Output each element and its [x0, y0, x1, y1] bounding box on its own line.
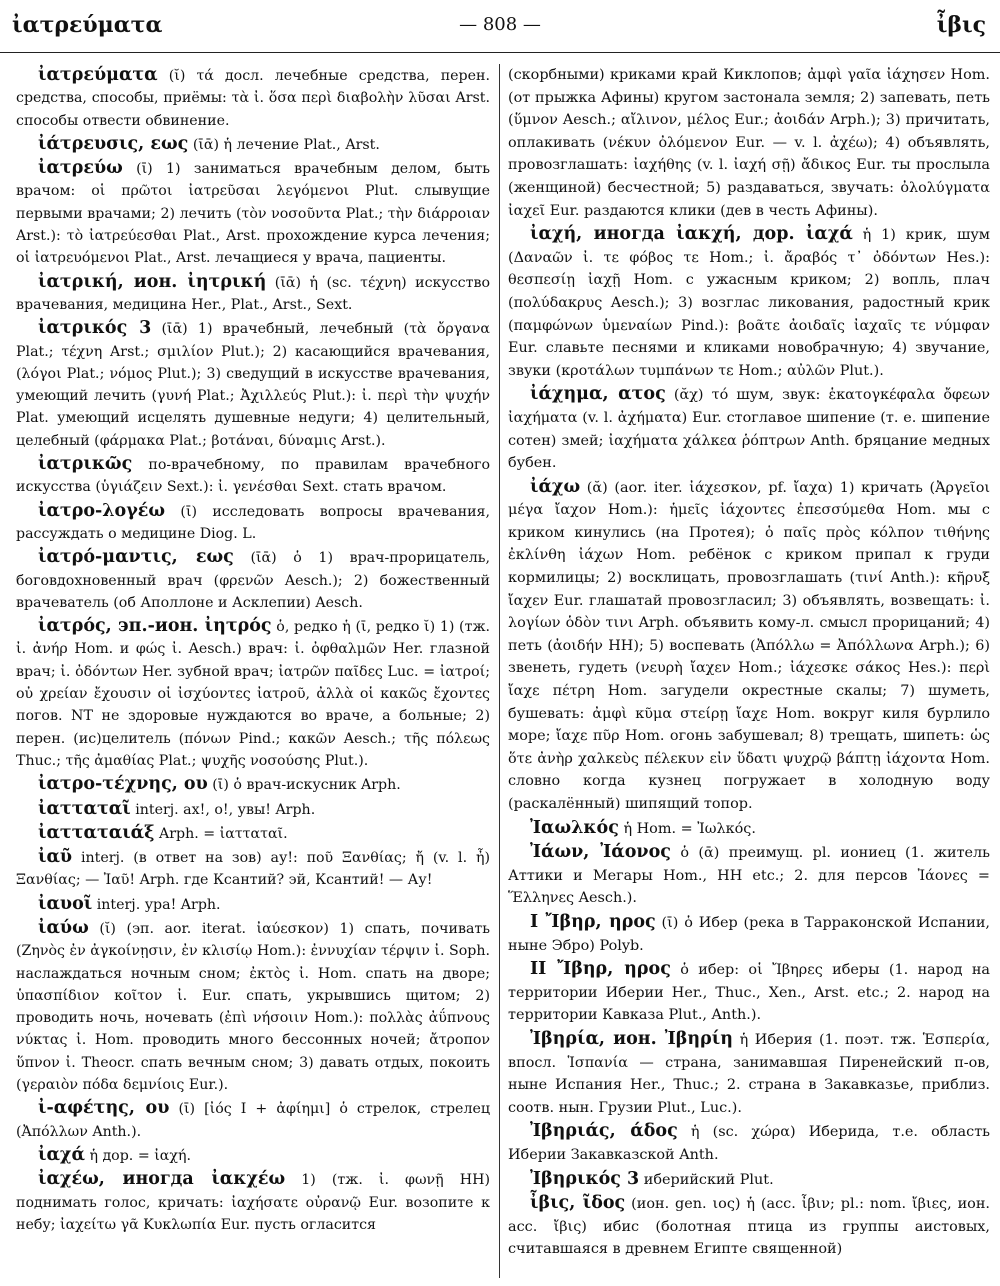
dictionary-entry	[16, 917, 490, 1096]
entry-headword: ἰαχέω, иногда ἰακχέω	[38, 1169, 286, 1190]
dictionary-entry	[508, 64, 990, 222]
entry-definition: Arph. = ἰατταταῖ.	[159, 825, 288, 842]
entry-headword: ἰατρο-λογέω	[38, 500, 166, 521]
dictionary-entry	[16, 500, 490, 546]
page-header	[0, 0, 1000, 53]
header-first-word: ἰατρεύματα	[12, 12, 163, 38]
entry-headword: ἰατρο-τέχνης, ου	[38, 774, 208, 795]
entry-definition: по-врачебному, по правилам врачебного искусства (ὑγιάζειν Sext.): ἰ. γενέσθαι Sext. стать врачом.	[16, 457, 490, 496]
entry-definition: (ион. gen. ιος) ἡ (acc. ἶβιν; pl.: nom. ἴβιες, ион. acc. ἴβις) ибис (болотная птица из группы аистовых, считавшаяся в древнем Египте священной)	[508, 1196, 990, 1258]
dictionary-entry	[16, 64, 490, 132]
dictionary-entry	[16, 615, 490, 772]
dictionary-entry	[16, 798, 490, 821]
entry-definition: (ῐ) τά досл. лечебные средства, перен. средства, способы, приёмы: τὰ ἰ. ὅσα περὶ διαβολὴν λῦσαι Arst. способы отвести обвинение.	[16, 68, 490, 129]
entry-headword: Ἰβηρία, ион. Ἰβηρίη	[530, 1028, 733, 1049]
dictionary-entry	[508, 958, 990, 1027]
dictionary-entry	[508, 1168, 990, 1192]
dictionary-entry	[508, 383, 990, 474]
right-column	[508, 64, 990, 1282]
entry-definition: (ῑ) исследовать вопросы врачевания, рассуждать о медицине Diog. L.	[16, 503, 490, 542]
entry-definition: ἡ (sc. χώρα) Иберида, т.е. область Иберии Закавказской Anth.	[508, 1124, 990, 1163]
entry-headword: ἰατρεύω	[38, 158, 123, 179]
entry-definition: ἡ 1) крик, шум (Δαναῶν ἰ. τε φόβος τε Hom.; ἰ. ἄραβός τ᾿ ὀδόντων Hes.): θεσπεσίῃ ἰαχῇ Hom. с ужасным криком; 2) вопль, плач (πολύδακρυς Aesch.); 3) возглас ликования, радостный крик (παμφώνων ὑμεναίων Pind.): βοᾶτε ἀοιδαῖς ἰαχαῖς τε νύμφαν Eur. славьте песнями и кликами новобрачную; 4) звучание, звуки (κροτάλων τυμπάνων τε Hom.; αὐλῶν Plut.).	[508, 227, 990, 379]
entry-headword: ἰατρός, эп.-ион. ἰητρός	[38, 616, 272, 637]
entry-definition: (ῐ) (эп. aor. iterat. ἰαύεσκον) 1) спать, почивать (Ζηνὸς ἐν ἀγκοίνῃσιν, ἐν κλισίῳ Hom.): ἐννυχίαν τέρψιν ἰ. Soph. наслаждаться ночным сном; ἐκτὸς ἰ. Hom. спать на дворе; ὑπασπίδιον κοῖτον ἰ. Eur. спать, укрывшись щитом; 2) проводить ночь, ночевать (ἐπὶ νήσοιιν Hom.): πολλὰς ἀΰπνους νύκτας ἰ. Hom. проводить много бессонных ночей; ἄτροπον ὕπνον ἰ. Theocr. спать вечным сном; 3) давать отдых, покоить (γεραιὸν πόδα δεμνίοις Eur.).	[16, 920, 490, 1094]
entry-definition: (ῑᾱ) ἡ лечение Plat., Arst.	[192, 136, 380, 153]
entry-headword: ἰάχημα, ατος	[530, 384, 666, 405]
entry-definition: interj. (в ответ на зов) ау!: ποῦ Ξανθίας; ἤ (v. l. ἦ) Ξανθίας; — Ἰαῦ! Arph. где Ксантий? эй, Ксантий! — Ау!	[16, 850, 490, 889]
entry-definition: ἡ Иберия (1. поэт. тж. Ἑσπερία, впосл. Ἱσπανία — страна, занимавшая Пиренейский п-ов, ныне Испания Her., Thuc.; 2. страна в Закавказье, приблиз. соотв. нын. Грузии Plut., Luc.).	[508, 1031, 990, 1116]
dictionary-entry	[16, 1168, 490, 1236]
entry-headword: Ἰβηριάς, άδος	[530, 1121, 678, 1142]
dictionary-entry	[508, 223, 990, 382]
dictionary-entry	[16, 317, 490, 452]
entry-headword: ἰαχά	[38, 1144, 85, 1165]
entry-headword: ἰαυοῖ	[38, 893, 93, 914]
entry-definition: (ῑ) 1) заниматься врачебным делом, быть врачом: οἱ πρῶτοι ἰατρεῦσαι λεγόμενοι Plut. слывущие первыми врачами; 2) лечить (τὸν νοσοῦντα Plat.; τὴν διάρροιαν Arst.): τὸ ἰατρεύεσθαι Plat., Arst. прохождение курса лечения; οἱ ἰατρευόμενοι Plat., Arst. лечащиеся у врача, пациенты.	[16, 161, 490, 267]
dictionary-entry	[508, 1120, 990, 1166]
dictionary-entry	[16, 453, 490, 499]
entry-headword: ἰατρεύματα	[38, 65, 158, 85]
entry-headword: ἰαῦ	[38, 847, 73, 868]
dictionary-entry	[16, 546, 490, 614]
entry-headword: ἰατρό-μαντις, εως	[38, 547, 234, 568]
dictionary-entry	[16, 773, 490, 796]
dictionary-entry	[508, 841, 990, 910]
dictionary-entry	[16, 133, 490, 156]
dictionary-entry	[508, 476, 990, 816]
entry-headword: ἰαχή, иногда ἰακχή, дор. ἰαχά	[530, 224, 853, 245]
entry-definition: ὁ ибер: οἱ Ἴβηρες иберы (1. народ на территории Иберии Her., Thuc., Xen., Arst. etc.; 2. народ на территории Кавказа Plut., Anth.).	[508, 962, 990, 1024]
entry-definition: (ῑ) ὁ врач-искусник Arph.	[212, 777, 401, 794]
dictionary-entry	[16, 271, 490, 317]
entry-definition: (ᾰ) (aor. iter. ἰάχεσκον, pf. ἴαχα) 1) кричать (Ἀργεῖοι μέγα ἴαχον Hom.): ἡμεῖς ἰάχοντες ἐπεσσύμεθα Hom. мы с криком кинулись (на Протея); ὁ παῖς πρὸς κόλπον τιθήνης ἐκλίνθη ἰάχων Hom. ребёнок с криком припал к груди кормилицы; 2) восклицать, провозглашать (τινί Anth.): κῆρυξ ἴαχεν Eur. глашатай провозгласил; 3) объявлять, возвещать: ἰ. λογίων ὁδὸν τινι Arph. объявить кому-л. смысл прорицаний; 4) петь (ἀοιδήν НН); 5) воспевать (Ἀπόλλω = Ἀπόλλωνα Arph.); 6) звенеть, гудеть (νευρὴ ἴαχεν Hom.; ἰάχεσκε σάκος Hes.): περὶ ἴαχε πέτρη Hom. загудели окрестные скалы; 7) шуметь, бушевать: ἀμφὶ κῦμα στείρῃ ἴαχε Hom. вокруг киля бурлило море; ἴαχε πῦρ Hom. огонь забушевал; 8) трещать, шипеть: ὡς ὅτε ἀνὴρ χαλκεὺς πέλεκυν εἰν ὕδατι ψυχρῷ βάπτῃ ἰάχοντα Hom. словно когда кузнец погружает в холодную воду (раскалённый) шипящий топор.	[508, 479, 990, 812]
dictionary-entry	[16, 822, 490, 845]
entry-headword: ἰατταταῖ	[38, 798, 131, 819]
entry-definition: ἡ дор. = ἰαχή.	[89, 1147, 191, 1164]
entry-definition: (ῑᾱ) ἡ (sc. τέχνη) искусство врачевания, медицина Her., Plat., Arst., Sext.	[16, 274, 490, 313]
entry-definition: ὁ, редко ἡ (ῑ, редко ῐ) 1) (тж. ἰ. ἀνήρ Hom. и φώς ἰ. Aesch.) врач: ἰ. ὀφθαλμῶν Her. глазной врач; ἰ. ὀδόντων Her. зубной врач; ἰατρῶν παῖδες Luc. = ἰατροί; οὐ χρείαν ἔχουσιν οἱ ἰσχύοντες ἰατροῦ, ἀλλὰ οἱ κακῶς ἔχοντες погов. NT не здоровые нуждаются во враче, а больные; 2) перен. (ис)целитель (πόνων Pind.; κακῶν Aesch.; τῆς πόλεως Thuc.; τῆς ἀμαθίας Plat.; ψυχῆς νοσούσης Plut.).	[16, 619, 490, 769]
entry-definition: interj. ура! Arph.	[96, 896, 221, 913]
dictionary-entry	[508, 1192, 990, 1261]
entry-headword: I Ἴβηρ, ηρος	[530, 911, 656, 932]
left-column	[16, 64, 490, 1282]
page-number: — 808 —	[459, 14, 541, 35]
header-last-word: ἶβις	[936, 12, 986, 38]
entry-definition: (скорбными) криками край Киклопов; ἀμφὶ γαῖα ἰάχησεν Hom. (от прыжка Афины) кругом застонала земля; 2) запевать, петь (ὕμνον Aesch.; αἴλινον, μέλος Eur.; ἀοιδάν Arph.); 3) причитать, оплакивать (νέκυν ὀλόμενον Eur. — v. l. ἀχέω); 4) объявлять, провозглашать: ἰαχήθης (v. l. ἰαχή σῇ) ἄδικος Eur. ты прослыла (женщиной) бесчестной; 5) раздаваться, звучать: ὀλολύγματα ἰαχεῖ Eur. раздаются клики (дев в честь Афины).	[508, 67, 990, 219]
entry-headword: ἶβις, ῖδος	[530, 1193, 626, 1214]
dictionary-entry	[508, 911, 990, 957]
entry-headword: ἰατρική, ион. ἰητρική	[38, 271, 267, 292]
entry-headword: II Ἴβηρ, ηρος	[530, 959, 671, 980]
entry-definition: (ᾰχ) τό шум, звук: ἑκατογκέφαλα ὄφεων ἰαχήματα (v. l. ἀχήματα) Eur. стоглавое шипение (т. е. шипение сотен) змей; ἰαχήματα χάλκεα ῥόπτρων Anth. бряцание медных бубен.	[508, 387, 990, 472]
entry-definition: ἡ Hom. = Ἰωλκός.	[623, 820, 756, 837]
dictionary-entry	[16, 157, 490, 269]
entry-headword: ἰατρικός 3	[38, 318, 152, 339]
entry-headword: ἰάτρευσις, εως	[38, 133, 189, 154]
entry-definition: (ῑᾱ) ὁ 1) врач-прорицатель, боговдохновенный врач (φρενῶν Aesch.); 2) божественный врачеватель (об Аполлоне и Асклепии) Aesch.	[16, 550, 490, 611]
entry-definition: ὁ (ᾱ) преимущ. pl. иониец (1. житель Аттики и Мегары Hom., НН etc.; 2. для персов Ἰάονες = Ἕλληνες Aesch.).	[508, 845, 990, 907]
entry-definition: (ῑ) [ἰός I + ἀφίημι] ὁ стрелок, стрелец (Ἀπόλλων Anth.).	[16, 1101, 490, 1140]
dictionary-entry	[16, 1144, 490, 1167]
dictionary-entry	[16, 846, 490, 892]
entry-definition: interj. ах!, о!, увы! Arph.	[135, 801, 316, 818]
entry-headword: ἰάχω	[530, 476, 581, 497]
entry-headword: ἰαύω	[38, 917, 89, 938]
entry-definition: 1) (тж. ἰ. φωνῇ НН) поднимать голос, кричать: ἰαχήσατε οὐρανῷ Eur. возопите к небу; ἰαχείτω γᾶ Κυκλωπία Eur. пусть огласится	[16, 1172, 490, 1233]
entry-definition: (ῑᾱ) 1) врачебный, лечебный (τὰ ὄργανα Plat.; τέχνη Arst.; σμιλίον Plut.); 2) касающийся врачевания, (λόγοι Plat.; νόμος Plut.); 3) сведущий в искусстве врачевания, умеющий лечить (γυνή Plat.; Ἀχιλλεύς Plut.): ἰ. περὶ τὴν ψυχήν Plat. умеющий исцелять душевные недуги; 4) целительный, целебный (φάρμακα Plat.; βοτάναι, δύναμις Arst.).	[16, 321, 490, 449]
entry-headword: Ἰάων, Ἰάονος	[530, 842, 671, 863]
entry-headword: Ἰαωλκός	[530, 817, 619, 838]
entry-headword: ἰατρικῶς	[38, 454, 133, 475]
column-divider	[499, 64, 500, 1278]
entry-headword: ἰατταταιάξ	[38, 822, 155, 843]
entry-headword: Ἰβηρικός 3	[530, 1168, 640, 1189]
dictionary-entry	[508, 1028, 990, 1119]
entry-definition: иберийский Plut.	[643, 1171, 774, 1188]
entry-definition: (ῑ) ὁ Ибер (река в Тарраконской Испании, ныне Эбро) Polyb.	[508, 914, 990, 954]
dictionary-entry	[16, 893, 490, 916]
entry-headword: ἰ-αφέτης, ου	[38, 1098, 170, 1119]
dictionary-entry	[508, 817, 990, 841]
dictionary-entry	[16, 1097, 490, 1143]
